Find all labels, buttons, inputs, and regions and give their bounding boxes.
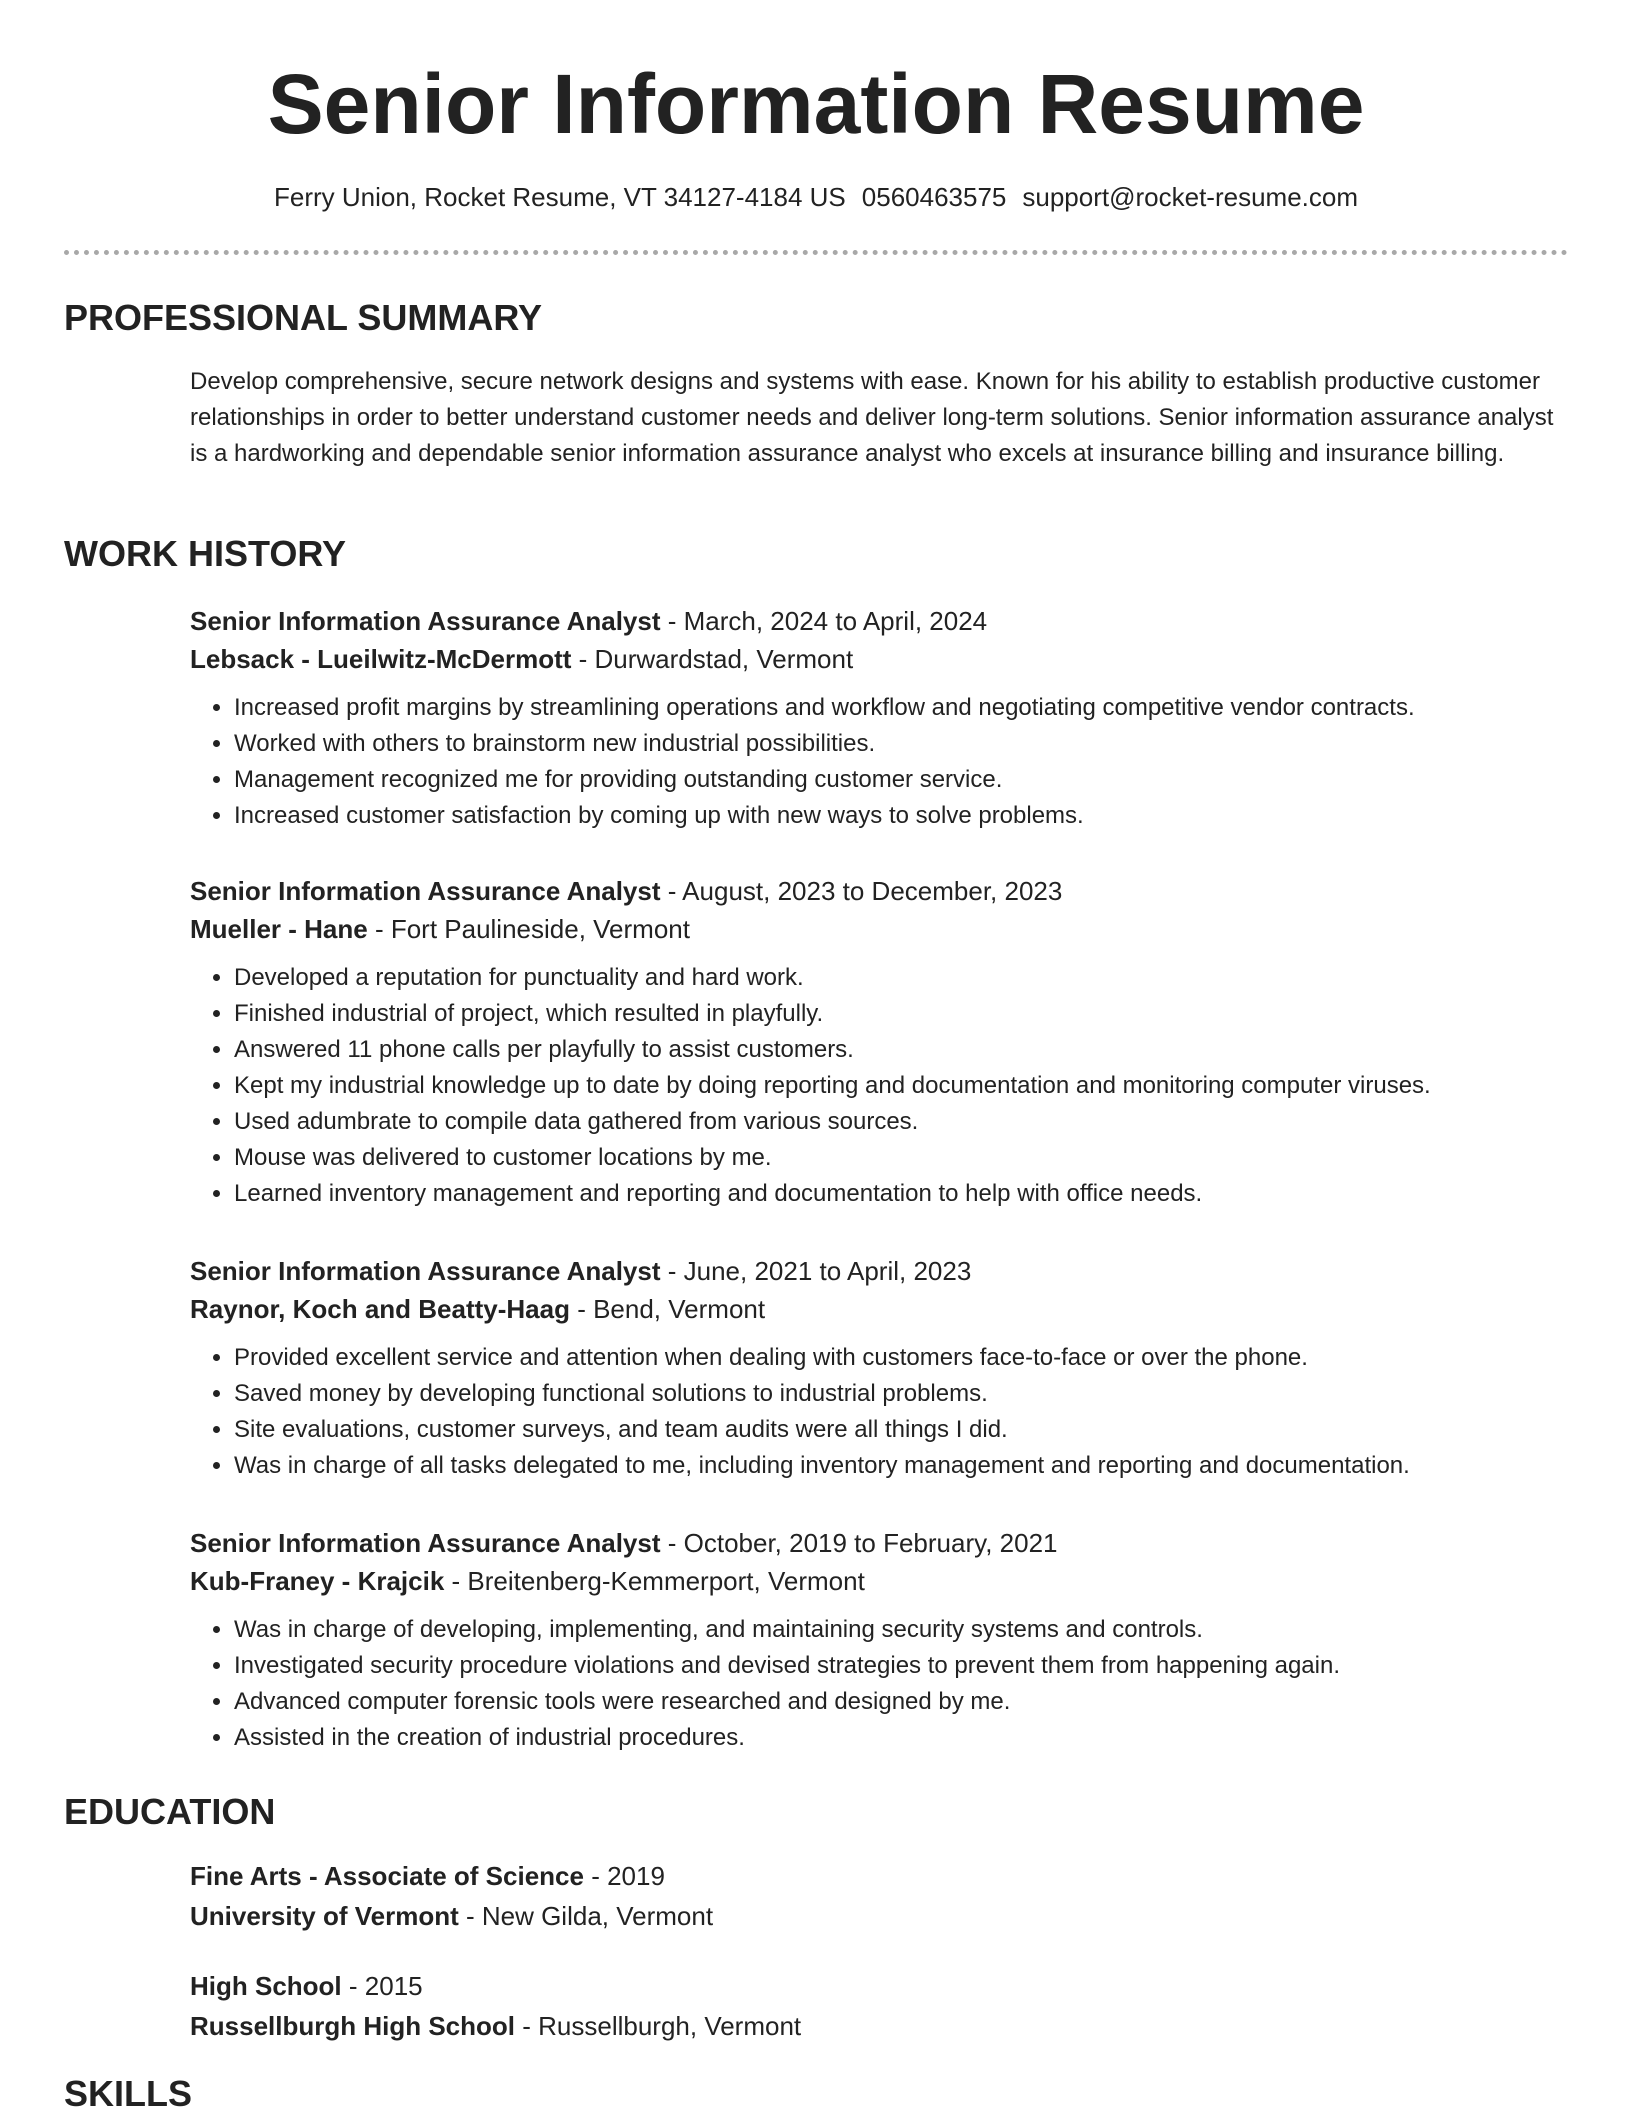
job-role-line	[190, 1252, 1570, 1290]
job-role-line	[190, 1524, 1570, 1562]
job-bullets	[190, 960, 1570, 1212]
section-title-work-history: WORK HISTORY	[64, 533, 347, 574]
job-entry	[190, 872, 1570, 1212]
education-degree: Fine Arts - Associate of Science	[190, 1861, 584, 1891]
job-bullet: • Used adumbrate to compile data gathered from various sources.	[234, 1104, 1570, 1140]
resume-title: Senior Information Resume	[267, 57, 1365, 151]
contact-address: Ferry Union, Rocket Resume, VT 34127-4184 US	[273, 182, 846, 212]
education-school-line	[190, 2006, 1570, 2046]
job-bullets	[190, 690, 1570, 834]
contact-email: support@rocket-resume.com	[1022, 182, 1359, 212]
education-year: - 2015	[341, 1971, 423, 2001]
education-entry	[190, 1966, 1570, 2046]
section-title-skills: SKILLS	[64, 2073, 193, 2114]
job-company-line	[190, 1562, 1570, 1600]
education-degree-line	[190, 1966, 1570, 2006]
education-degree-line	[190, 1856, 1570, 1896]
job-company: Lebsack - Lueilwitz-McDermott	[190, 644, 572, 674]
job-bullet: • Increased profit margins by streamlining operations and workflow and negotiating competitive vendor contracts.	[234, 690, 1570, 726]
education-degree: High School	[190, 1971, 342, 2001]
job-bullet: • Kept my industrial knowledge up to date by doing reporting and documentation and monitoring computer viruses.	[234, 1068, 1570, 1104]
contact-line	[0, 178, 1632, 216]
contact-phone: 0560463575	[861, 182, 1007, 212]
job-entry	[190, 602, 1570, 834]
job-company-line	[190, 640, 1570, 678]
job-dates: - March, 2024 to April, 2024	[660, 606, 988, 636]
job-role-line	[190, 602, 1570, 640]
job-bullet: • Was in charge of developing, implementing, and maintaining security systems and controls.	[234, 1612, 1570, 1648]
summary-text: Develop comprehensive, secure network designs and systems with ease. Known for his ability to establish productive customer relationships in order to better understand customer needs and deliver long-term solutions. Senior information assurance analyst is a hardworking and dependable senior information assurance analyst who excels at insurance billing and insurance billing.	[190, 368, 1554, 467]
job-bullet: • Increased customer satisfaction by coming up with new ways to solve problems.	[234, 798, 1570, 834]
section-title-summary: PROFESSIONAL SUMMARY	[64, 297, 543, 338]
job-bullet: • Worked with others to brainstorm new industrial possibilities.	[234, 726, 1570, 762]
education-entry	[190, 1856, 1570, 1936]
job-bullet: • Provided excellent service and attention when dealing with customers face-to-face or over the phone.	[234, 1340, 1570, 1376]
job-bullet: • Learned inventory management and reporting and documentation to help with office needs.	[234, 1176, 1570, 1212]
job-role: Senior Information Assurance Analyst	[190, 876, 661, 906]
job-location: - Fort Paulineside, Vermont	[367, 914, 690, 944]
job-bullet: • Saved money by developing functional solutions to industrial problems.	[234, 1376, 1570, 1412]
job-bullet: • Answered 11 phone calls per playfully to assist customers.	[234, 1032, 1570, 1068]
job-role: Senior Information Assurance Analyst	[190, 606, 661, 636]
job-bullets	[190, 1612, 1570, 1756]
job-entry	[190, 1524, 1570, 1756]
job-role: Senior Information Assurance Analyst	[190, 1528, 661, 1558]
job-bullet: • Site evaluations, customer surveys, and team audits were all things I did.	[234, 1412, 1570, 1448]
job-location: - Bend, Vermont	[569, 1294, 766, 1324]
job-bullet: • Mouse was delivered to customer locations by me.	[234, 1140, 1570, 1176]
job-location: - Durwardstad, Vermont	[571, 644, 854, 674]
job-dates: - August, 2023 to December, 2023	[660, 876, 1063, 906]
education-year: - 2019	[583, 1861, 665, 1891]
job-bullets	[190, 1340, 1570, 1484]
section-title-education: EDUCATION	[64, 1791, 276, 1832]
education-school-line	[190, 1896, 1570, 1936]
job-bullet: • Finished industrial of project, which resulted in playfully.	[234, 996, 1570, 1032]
job-role-line	[190, 872, 1570, 910]
header-divider	[64, 250, 1568, 255]
job-role: Senior Information Assurance Analyst	[190, 1256, 661, 1286]
job-location: - Breitenberg-Kemmerport, Vermont	[444, 1566, 865, 1596]
job-dates: - October, 2019 to February, 2021	[660, 1528, 1058, 1558]
job-bullet: • Assisted in the creation of industrial procedures.	[234, 1720, 1570, 1756]
job-bullet: • Advanced computer forensic tools were researched and designed by me.	[234, 1684, 1570, 1720]
job-company: Kub-Franey - Krajcik	[190, 1566, 445, 1596]
education-location: - New Gilda, Vermont	[458, 1901, 714, 1931]
job-bullet: • Investigated security procedure violations and devised strategies to prevent them from happening again.	[234, 1648, 1570, 1684]
education-school: University of Vermont	[190, 1901, 459, 1931]
job-bullet: • Management recognized me for providing outstanding customer service.	[234, 762, 1570, 798]
education-school: Russellburgh High School	[190, 2011, 516, 2041]
job-company: Raynor, Koch and Beatty-Haag	[190, 1294, 570, 1324]
job-company-line	[190, 910, 1570, 948]
job-bullet: • Developed a reputation for punctuality and hard work.	[234, 960, 1570, 996]
job-company: Mueller - Hane	[190, 914, 368, 944]
job-entry	[190, 1252, 1570, 1484]
education-location: - Russellburgh, Vermont	[515, 2011, 802, 2041]
job-company-line	[190, 1290, 1570, 1328]
job-bullet: • Was in charge of all tasks delegated to me, including inventory management and reporting and documentation.	[234, 1448, 1570, 1484]
job-dates: - June, 2021 to April, 2023	[660, 1256, 972, 1286]
